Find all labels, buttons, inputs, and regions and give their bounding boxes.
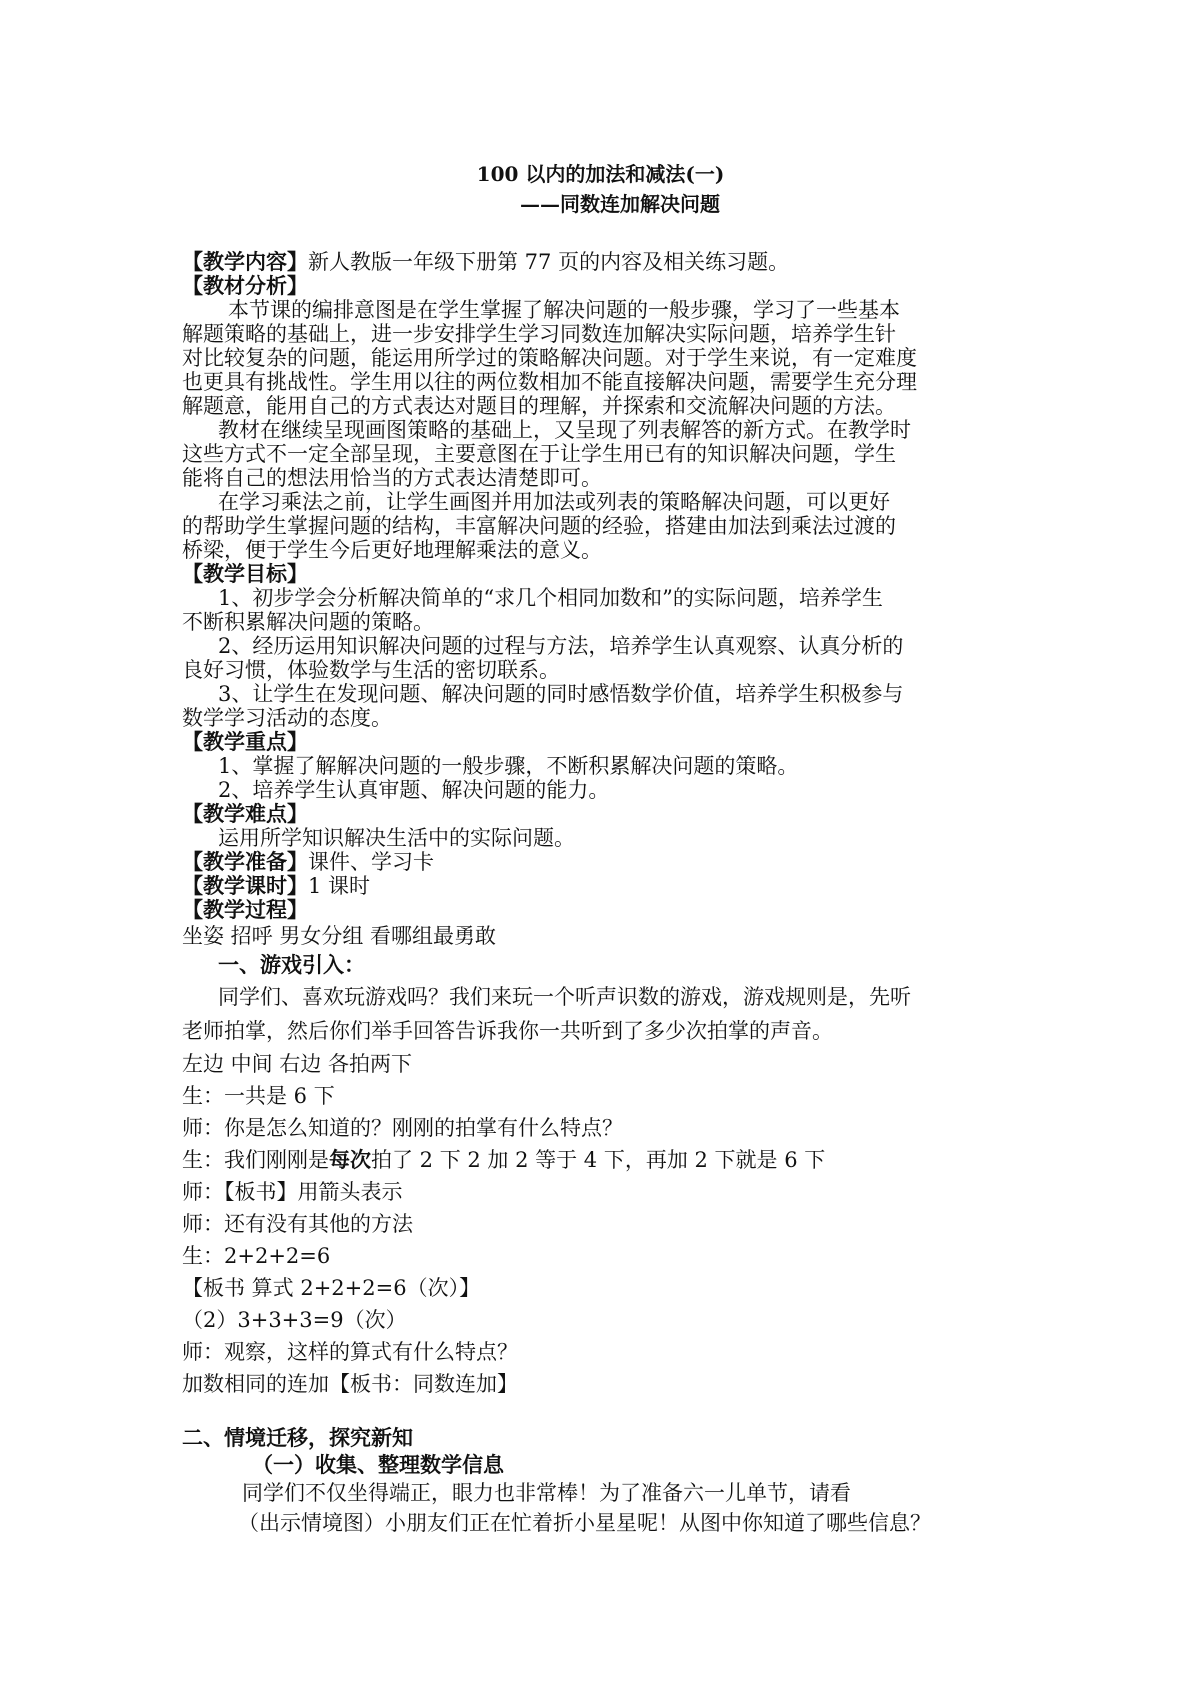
section-heading-key-points: 【教学重点】 — [182, 729, 308, 754]
dialogue-line — [182, 1144, 1012, 1176]
paragraph-line: 对比较复杂的问题，能运用所学过的策略解决问题。对于学生来说，有一定难度 — [182, 346, 917, 370]
section-heading-goals: 【教学目标】 — [182, 561, 308, 586]
paragraph-line: 能将自己的想法用恰当的方式表达清楚即可。 — [182, 466, 602, 490]
paragraph-line: 在学习乘法之前，让学生画图并用加法或列表的策略解决问题，可以更好 — [218, 490, 890, 514]
dialogue-line: 加数相同的连加【板书：同数连加】 — [182, 1372, 518, 1396]
section-heading-process: 【教学过程】 — [182, 897, 308, 922]
dialogue-line: （2）3+3+3=9（次） — [182, 1308, 407, 1332]
paragraph-line: 老师拍掌，然后你们举手回答告诉我你一共听到了多少次拍掌的声音。 — [182, 1019, 833, 1043]
dialogue-line: 师：你是怎么知道的？刚刚的拍掌有什么特点？ — [182, 1116, 623, 1140]
dialogue-line: 师：【板书】用箭头表示 — [182, 1180, 403, 1204]
section-heading-preparation: 【教学准备】 — [182, 849, 308, 874]
document-body — [182, 250, 1012, 1538]
dialogue-text: 拍了 2 下 2 加 2 等于 4 下，再加 2 下就是 6 下 — [371, 1148, 826, 1172]
dialogue-line: 师：观察，这样的算式有什么特点？ — [182, 1340, 518, 1364]
preparation-line — [182, 850, 1012, 874]
part2-heading: 二、情境迁移，探究新知 — [182, 1425, 413, 1450]
warmup-line: 坐姿 招呼 男女分组 看哪组最勇敢 — [182, 924, 497, 948]
difficulty-line: 运用所学知识解决生活中的实际问题。 — [218, 826, 575, 850]
goal-line: 1、初步学会分析解决简单的“求几个相同加数和”的实际问题，培养学生 — [218, 586, 883, 610]
section-heading-content: 【教学内容】 — [182, 249, 308, 274]
goal-line: 数学学习活动的态度。 — [182, 706, 392, 730]
paragraph-line: 同学们、喜欢玩游戏吗？我们来玩一个听声识数的游戏，游戏规则是，先听 — [218, 985, 911, 1009]
preparation-text: 课件、学习卡 — [308, 850, 434, 874]
paragraph-line: 本节课的编排意图是在学生掌握了解决问题的一般步骤，学习了一些基本 — [228, 298, 900, 322]
goal-line: 3、让学生在发现问题、解决问题的同时感悟数学价值，培养学生积极参与 — [218, 682, 904, 706]
paragraph-line: 桥梁，便于学生今后更好地理解乘法的意义。 — [182, 538, 602, 562]
section-heading-difficulty: 【教学难点】 — [182, 801, 308, 826]
paragraph-line: 同学们不仅坐得端正，眼力也非常棒！为了准备六一儿单节，请看 — [242, 1481, 851, 1505]
dialogue-line: 【板书 算式 2+2+2=6（次）】 — [182, 1276, 481, 1300]
content-line — [182, 250, 1012, 274]
class-hours-line — [182, 874, 1012, 898]
key-point-line: 1、掌握了解解决问题的一般步骤，不断积累解决问题的策略。 — [218, 754, 799, 778]
goal-line: 良好习惯，体验数学与生活的密切联系。 — [182, 658, 560, 682]
section-heading-class-hours: 【教学课时】 — [182, 873, 308, 898]
dialogue-text: 生：我们刚刚是 — [182, 1148, 329, 1172]
key-point-line: 2、培养学生认真审题、解决问题的能力。 — [218, 778, 610, 802]
spacer — [182, 1400, 1012, 1424]
paragraph-line: 这些方式不一定全部呈现，主要意图在于让学生用已有的知识解决问题，学生 — [182, 442, 896, 466]
paragraph-line: （出示情境图）小朋友们正在忙着折小星星呢！从图中你知道了哪些信息？ — [238, 1511, 931, 1535]
dialogue-line: 左边 中间 右边 各拍两下 — [182, 1052, 413, 1076]
dialogue-emphasis: 每次 — [329, 1147, 371, 1172]
goal-line: 2、经历运用知识解决问题的过程与方法，培养学生认真观察、认真分析的 — [218, 634, 904, 658]
class-hours-text: 1 课时 — [308, 874, 371, 898]
dialogue-line: 师：还有没有其他的方法 — [182, 1212, 413, 1236]
paragraph-line: 的帮助学生掌握问题的结构，丰富解决问题的经验，搭建由加法到乘法过渡的 — [182, 514, 896, 538]
section-heading-analysis: 【教材分析】 — [182, 273, 308, 298]
part1-heading: 一、游戏引入： — [218, 952, 365, 977]
document-subtitle: ——同数连加解决问题 — [520, 192, 720, 216]
paragraph-line: 解题策略的基础上，进一步安排学生学习同数连加解决实际问题，培养学生针 — [182, 322, 896, 346]
content-text: 新人教版一年级下册第 77 页的内容及相关练习题。 — [308, 250, 790, 274]
paragraph-line: 解题意，能用自己的方式表达对题目的理解，并探索和交流解决问题的方法。 — [182, 394, 896, 418]
paragraph-line: 教材在继续呈现画图策略的基础上，又呈现了列表解答的新方式。在教学时 — [218, 418, 911, 442]
document-title: 100 以内的加法和减法(一) — [476, 162, 725, 186]
dialogue-line: 生：一共是 6 下 — [182, 1084, 335, 1108]
dialogue-line: 生：2+2+2=6 — [182, 1244, 331, 1268]
part2-subheading: （一）收集、整理数学信息 — [252, 1452, 504, 1477]
goal-line: 不断积累解决问题的策略。 — [182, 610, 434, 634]
paragraph-line: 也更具有挑战性。学生用以往的两位数相加不能直接解决问题，需要学生充分理 — [182, 370, 917, 394]
